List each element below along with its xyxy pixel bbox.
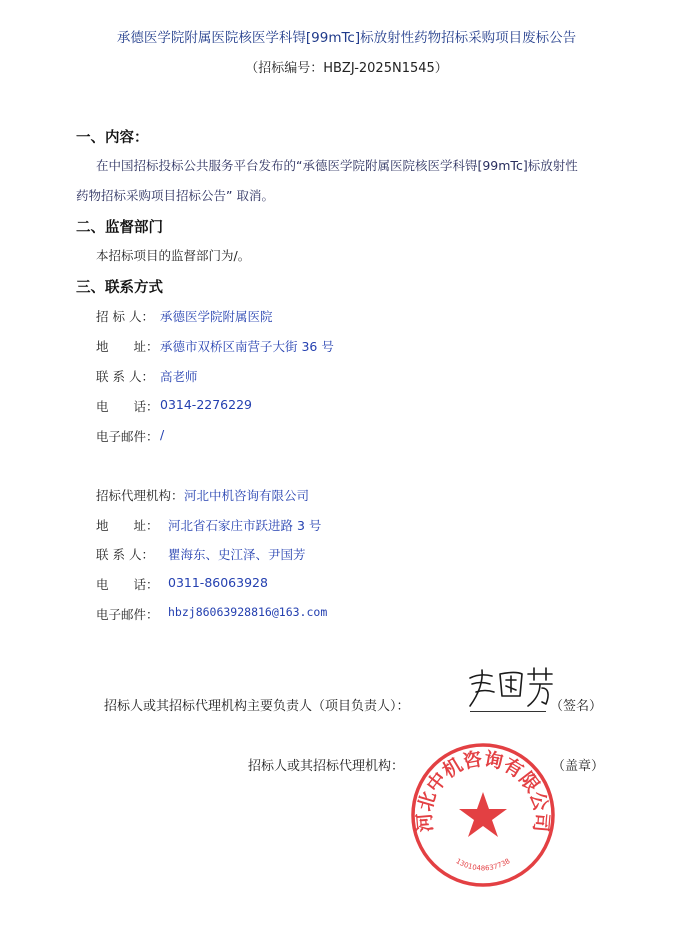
- agency-address-label: 地 址：: [96, 518, 159, 533]
- signature-line-label: 招标人或其招标代理机构主要负责人（项目负责人）：: [104, 699, 410, 714]
- section-content-heading: 一、内容：: [76, 130, 149, 146]
- section-contact-heading: 三、联系方式: [76, 280, 163, 296]
- section-supervision-heading: 二、监督部门: [76, 220, 163, 236]
- tenderer-name-label: 招 标 人：: [96, 309, 154, 324]
- tenderer-contact: 高老师: [160, 369, 198, 384]
- seal-line-label: 招标人或其招标代理机构：: [248, 759, 405, 774]
- seal-suffix: （盖章）: [552, 759, 605, 774]
- supervision-text: 本招标项目的监督部门为/。: [96, 248, 251, 263]
- seal-number: 1301048637738: [454, 857, 512, 873]
- tenderer-phone: 0314-2276229: [160, 397, 252, 412]
- tenderer-address: 承德市双桥区南营子大街 36 号: [160, 339, 334, 354]
- agency-email[interactable]: hbzj86063928816@163.com: [168, 605, 328, 619]
- agency-name-label: 招标代理机构：: [96, 488, 184, 503]
- agency-contact-label: 联 系 人：: [96, 547, 154, 562]
- agency-phone-label: 电 话：: [96, 577, 159, 592]
- agency-contact: 瞿海东、史江泽、尹国芳: [168, 547, 306, 562]
- content-line-2: 药物招标采购项目招标公告” 取消。: [76, 188, 274, 203]
- signature-suffix: （签名）: [550, 699, 603, 714]
- seal-text: 河北中机咨询有限公司: [413, 748, 553, 833]
- notice-title: 承德医学院附属医院核医学科锝[99mTc]标放射性药物招标采购项目废标公告: [116, 30, 577, 46]
- signature-underline: [470, 711, 546, 712]
- tenderer-contact-label: 联 系 人：: [96, 369, 154, 384]
- svg-text:1301048637738: [454, 857, 511, 872]
- tenderer-name: 承德医学院附属医院: [160, 309, 273, 324]
- tenderer-email[interactable]: /: [160, 427, 165, 442]
- handwritten-signature: [462, 666, 558, 710]
- agency-name: 河北中机咨询有限公司: [184, 488, 310, 503]
- tenderer-address-label: 地 址：: [96, 339, 159, 354]
- tenderer-phone-label: 电 话：: [96, 399, 159, 414]
- agency-phone: 0311-86063928: [168, 575, 268, 590]
- company-seal: [408, 740, 558, 890]
- tender-number: （招标编号：HBZJ-2025N1545）: [245, 61, 448, 76]
- agency-email-label: 电子邮件：: [96, 607, 159, 622]
- content-line-1: 在中国招标投标公共服务平台发布的“承德医学院附属医院核医学科锝[99mTc]标放射性: [96, 158, 578, 173]
- agency-address: 河北省石家庄市跃进路 3 号: [168, 518, 322, 533]
- tenderer-email-label: 电子邮件：: [96, 429, 159, 444]
